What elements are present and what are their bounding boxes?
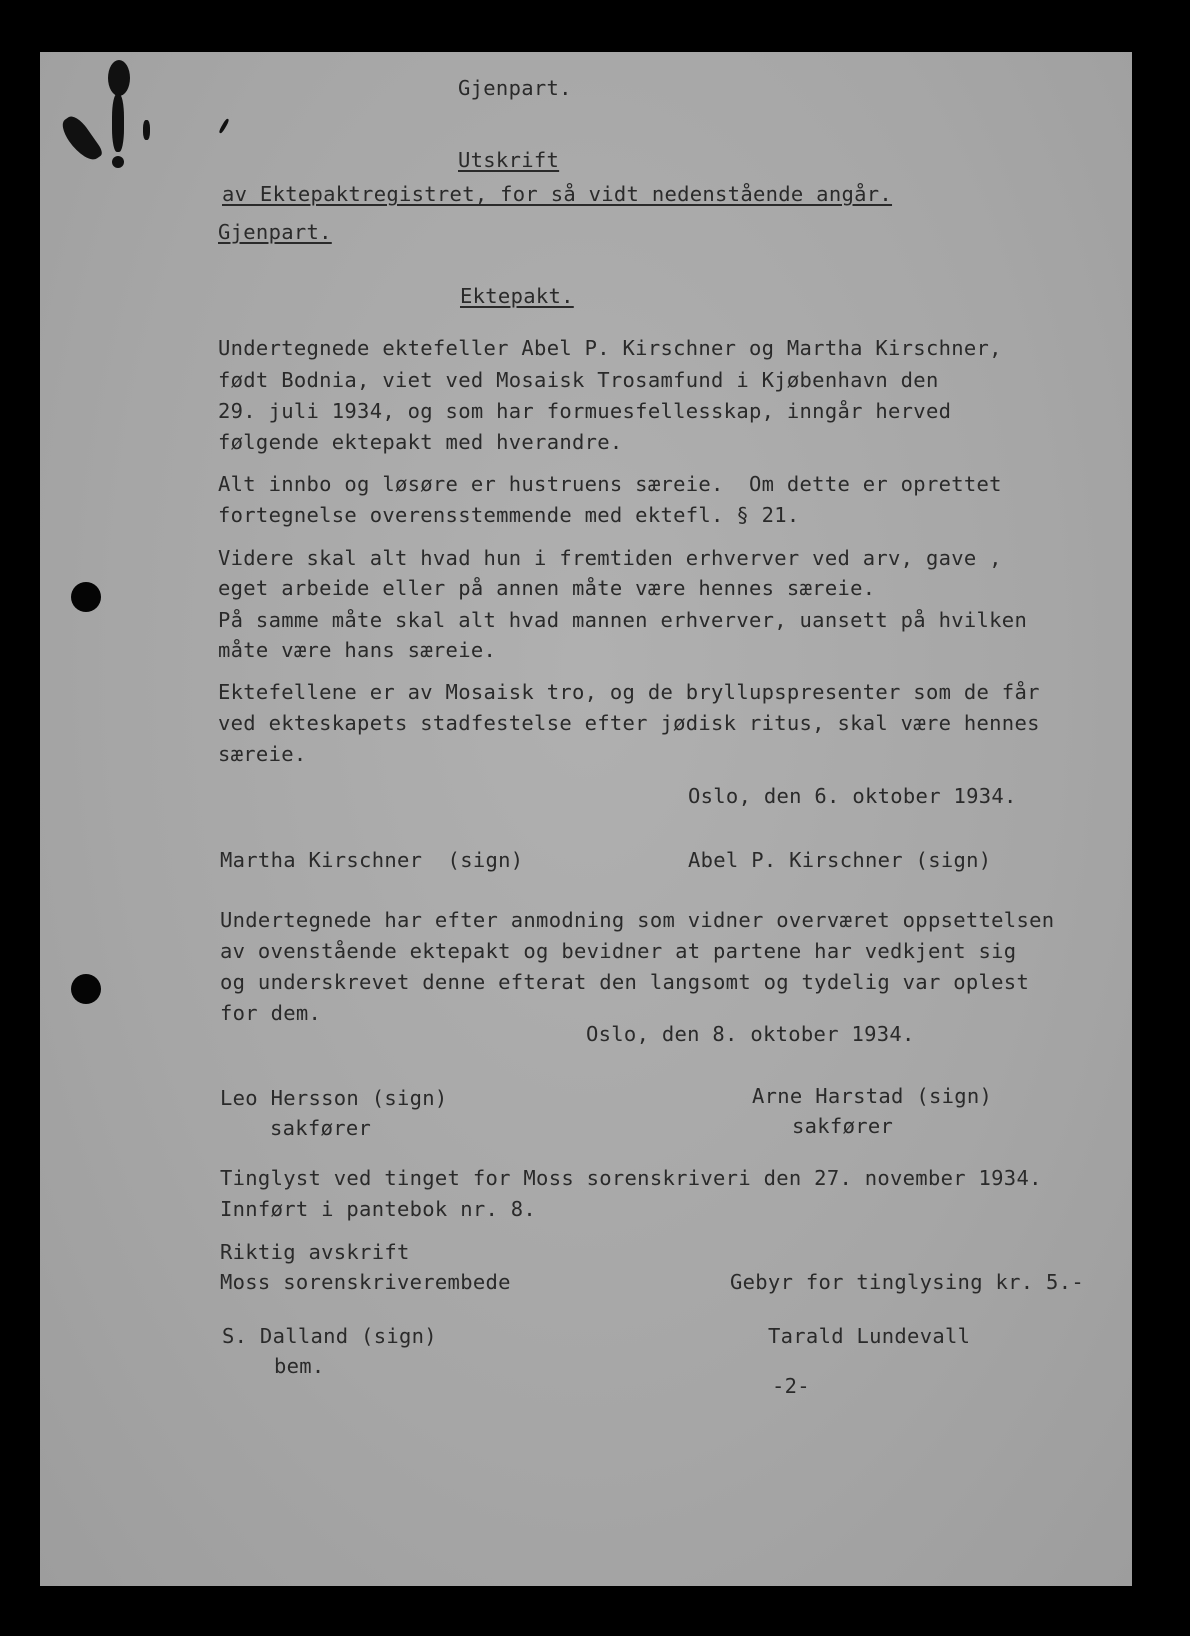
gjenpart-second: Gjenpart. bbox=[218, 220, 332, 244]
ink-stain bbox=[143, 120, 150, 140]
signer-right: Tarald Lundevall bbox=[768, 1324, 971, 1348]
witness-right-title: sakfører bbox=[792, 1114, 894, 1138]
ink-stain bbox=[58, 112, 105, 166]
punch-hole bbox=[71, 582, 101, 612]
witness-line: Undertegnede har efter anmodning som vidner overværet oppsettelsen bbox=[220, 908, 1055, 932]
paragraph-line: fortegnelse overensstemmende med ektefl. § 21. bbox=[218, 503, 800, 527]
date-line: Oslo, den 8. oktober 1934. bbox=[586, 1022, 915, 1046]
paragraph-line: ved ekteskapets stadfestelse efter jødisk ritus, skal være hennes bbox=[218, 711, 1040, 735]
ink-stain bbox=[218, 118, 229, 134]
witness-line: av ovenstående ektepakt og bevidner at partene har vedkjent sig bbox=[220, 939, 1017, 963]
paragraph-line: Alt innbo og løsøre er hustruens særeie. Om dette er oprettet bbox=[218, 472, 1002, 496]
signer-left-title: bem. bbox=[274, 1354, 325, 1378]
date-line: Oslo, den 6. oktober 1934. bbox=[688, 784, 1017, 808]
register-line: av Ektepaktregistret, for så vidt nedenstående angår. bbox=[222, 182, 893, 206]
paragraph-line: Ektefellene er av Mosaisk tro, og de bryllupspresenter som de får bbox=[218, 680, 1040, 704]
paragraph-line: På samme måte skal alt hvad mannen erhverver, uansett på hvilken bbox=[218, 608, 1028, 632]
witness-line: for dem. bbox=[220, 1001, 322, 1025]
witness-left-name: Leo Hersson (sign) bbox=[220, 1086, 448, 1110]
page-number: -2- bbox=[772, 1374, 810, 1398]
signature-right: Abel P. Kirschner (sign) bbox=[688, 848, 992, 872]
document-title: Ektepakt. bbox=[460, 284, 574, 308]
gjenpart-header: Gjenpart. bbox=[458, 76, 572, 100]
signature-left: Martha Kirschner (sign) bbox=[220, 848, 524, 872]
paragraph-line: Videre skal alt hvad hun i fremtiden erhverver ved arv, gave , bbox=[218, 546, 1002, 570]
ink-stain bbox=[112, 94, 124, 152]
document-page bbox=[40, 52, 1132, 1586]
paragraph-line: følgende ektepakt med hverandre. bbox=[218, 430, 623, 454]
certification-line: Riktig avskrift bbox=[220, 1240, 410, 1264]
certification-line: Moss sorenskriverembede bbox=[220, 1270, 511, 1294]
witness-left-title: sakfører bbox=[270, 1116, 372, 1140]
paragraph-line: født Bodnia, viet ved Mosaisk Trosamfund i Kjøbenhavn den bbox=[218, 368, 939, 392]
ink-stain bbox=[112, 156, 124, 168]
paragraph-line: 29. juli 1934, og som har formuesfellesskap, inngår herved bbox=[218, 399, 952, 423]
paragraph-line: måte være hans særeie. bbox=[218, 638, 497, 662]
paragraph-line: særeie. bbox=[218, 742, 307, 766]
witness-right-name: Arne Harstad (sign) bbox=[752, 1084, 993, 1108]
paragraph-line: eget arbeide eller på annen måte være hennes særeie. bbox=[218, 576, 876, 600]
registration-line: Innført i pantebok nr. 8. bbox=[220, 1197, 537, 1221]
registration-line: Tinglyst ved tinget for Moss sorenskriveri den 27. november 1934. bbox=[220, 1166, 1042, 1190]
punch-hole bbox=[71, 974, 101, 1004]
paragraph-line: Undertegnede ektefeller Abel P. Kirschner og Martha Kirschner, bbox=[218, 336, 1002, 360]
witness-line: og underskrevet denne efterat den langsomt og tydelig var oplest bbox=[220, 970, 1030, 994]
signer-left: S. Dalland (sign) bbox=[222, 1324, 437, 1348]
ink-stain bbox=[108, 60, 130, 96]
utskrift-heading: Utskrift bbox=[458, 148, 560, 172]
fee-line: Gebyr for tinglysing kr. 5.- bbox=[730, 1270, 1084, 1294]
